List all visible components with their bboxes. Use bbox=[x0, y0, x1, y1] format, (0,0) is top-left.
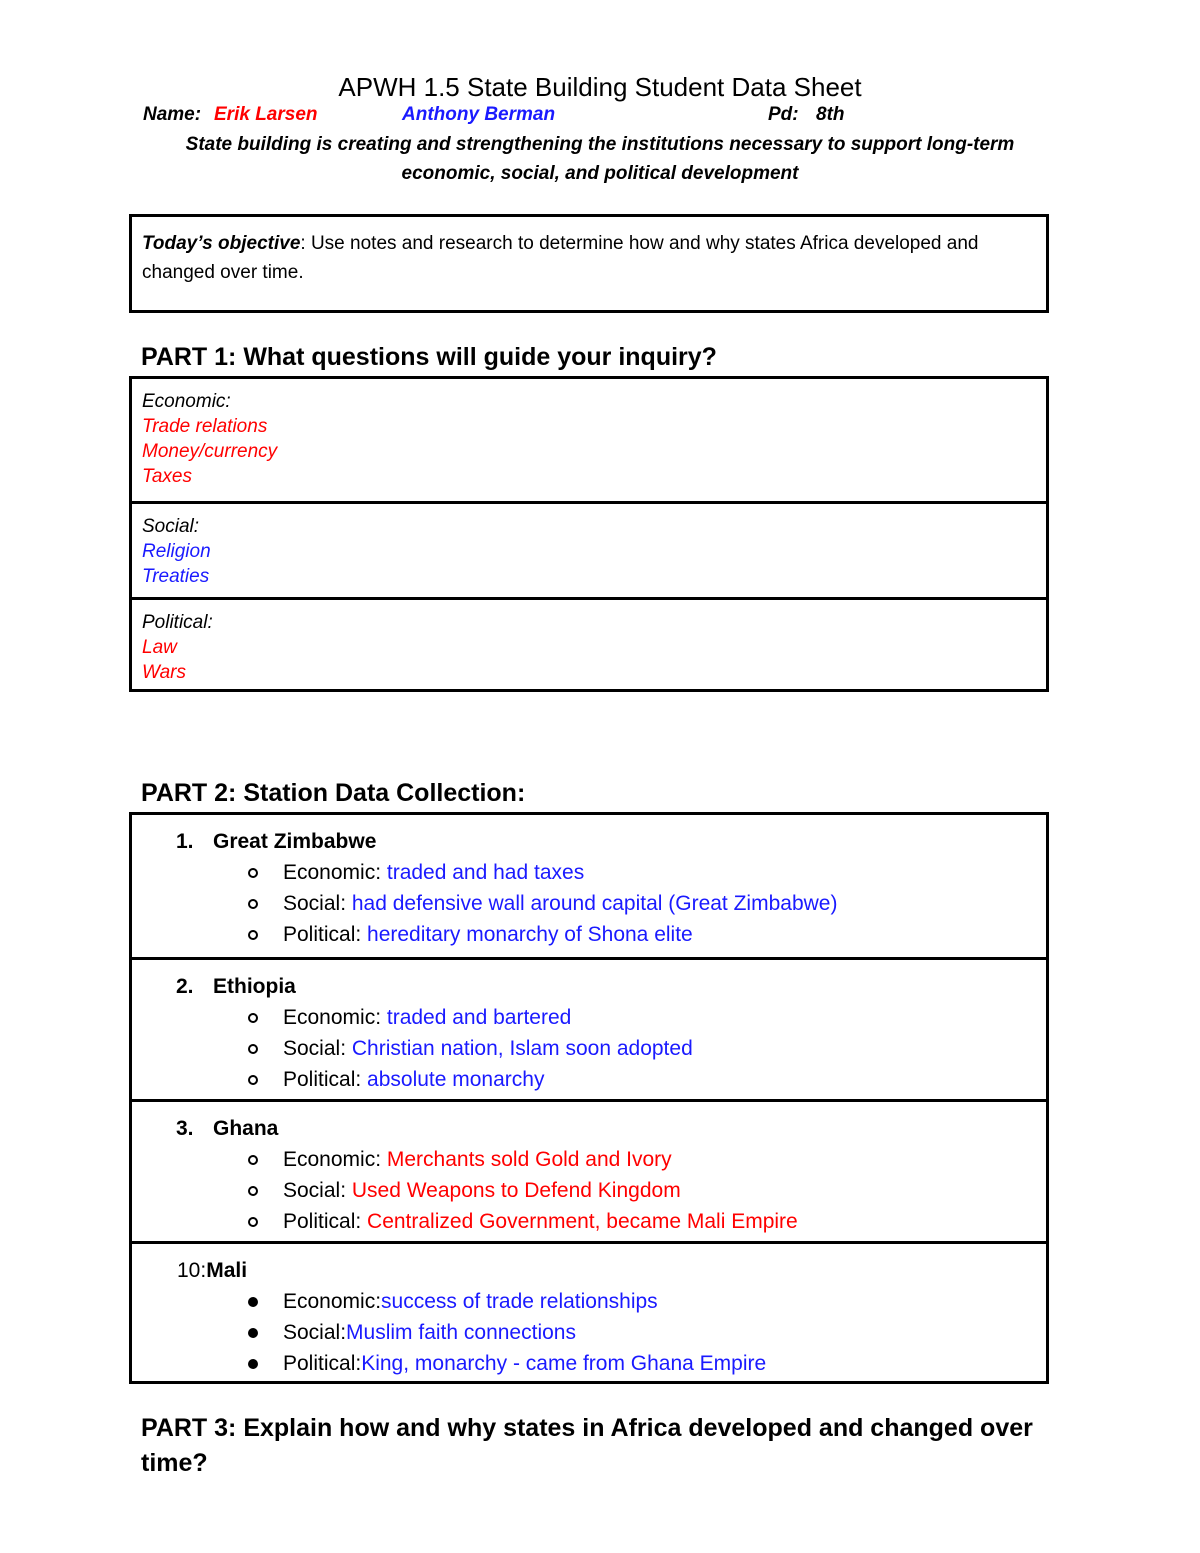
list-item: Political:King, monarchy - came from Ghana Empire bbox=[245, 1349, 766, 1380]
list-item: Political: absolute monarchy bbox=[245, 1065, 693, 1096]
station-name: Great Zimbabwe bbox=[213, 830, 377, 853]
station-items bbox=[245, 858, 837, 951]
social-label: Social: bbox=[142, 516, 200, 537]
social-question: Religion bbox=[142, 541, 211, 562]
economic-question: Trade relations bbox=[142, 416, 268, 437]
station-name: Ghana bbox=[213, 1117, 279, 1140]
hollow-bullet-icon bbox=[248, 1217, 258, 1227]
station-name: Mali bbox=[206, 1259, 248, 1282]
hollow-bullet-icon bbox=[248, 1186, 258, 1196]
solid-bullet-icon bbox=[248, 1297, 258, 1307]
political-question: Law bbox=[142, 637, 177, 658]
part3-heading: PART 3: Explain how and why states in Africa developed and changed over time? bbox=[141, 1414, 1033, 1477]
hollow-bullet-icon bbox=[248, 1044, 258, 1054]
hollow-bullet-icon bbox=[248, 1075, 258, 1085]
objective-text: : Use notes and research to determine how and why states Africa developed and changed over time. bbox=[142, 233, 979, 283]
station-items bbox=[245, 1003, 693, 1096]
student-name-1: Erik Larsen bbox=[214, 104, 318, 125]
station-number: 1. bbox=[176, 830, 194, 853]
period-label: Pd: bbox=[768, 104, 799, 125]
social-question: Treaties bbox=[142, 566, 210, 587]
station-ethiopia bbox=[132, 957, 1046, 1099]
hollow-bullet-icon bbox=[248, 1155, 258, 1165]
hollow-bullet-icon bbox=[248, 868, 258, 878]
list-item: Economic: Merchants sold Gold and Ivory bbox=[245, 1145, 798, 1176]
inquiry-questions-table bbox=[129, 376, 1049, 692]
economic-question: Money/currency bbox=[142, 441, 278, 462]
station-number: 10: bbox=[177, 1259, 207, 1282]
station-great-zimbabwe bbox=[132, 815, 1046, 957]
hollow-bullet-icon bbox=[248, 1013, 258, 1023]
list-item: Social:Muslim faith connections bbox=[245, 1318, 766, 1349]
economic-questions-cell bbox=[132, 379, 1046, 501]
list-item: Political: Centralized Government, became Mali Empire bbox=[245, 1207, 798, 1238]
hollow-bullet-icon bbox=[248, 899, 258, 909]
list-item: Social: Used Weapons to Defend Kingdom bbox=[245, 1176, 798, 1207]
part1-heading: PART 1: What questions will guide your inquiry? bbox=[141, 343, 717, 371]
station-number: 2. bbox=[176, 975, 194, 998]
objective-label: Today’s objective bbox=[142, 233, 301, 254]
list-item: Economic: traded and had taxes bbox=[245, 858, 837, 889]
political-question: Wars bbox=[142, 662, 186, 683]
economic-question: Taxes bbox=[142, 466, 192, 487]
solid-bullet-icon bbox=[248, 1328, 258, 1338]
economic-label: Economic: bbox=[142, 391, 231, 412]
station-mali bbox=[132, 1241, 1046, 1384]
objective-box bbox=[129, 214, 1049, 313]
student-name-2: Anthony Berman bbox=[402, 104, 556, 125]
political-label: Political: bbox=[142, 612, 213, 633]
name-label: Name: bbox=[143, 104, 202, 125]
station-items bbox=[245, 1287, 766, 1380]
list-item: Social: had defensive wall around capital (Great Zimbabwe) bbox=[245, 889, 837, 920]
list-item: Political: hereditary monarchy of Shona elite bbox=[245, 920, 837, 951]
list-item: Economic: traded and bartered bbox=[245, 1003, 693, 1034]
list-item: Economic:success of trade relationships bbox=[245, 1287, 766, 1318]
document-title: APWH 1.5 State Building Student Data Sheet bbox=[338, 72, 862, 102]
station-items bbox=[245, 1145, 798, 1238]
social-questions-cell bbox=[132, 501, 1046, 597]
station-number: 3. bbox=[176, 1117, 194, 1140]
period-value: 8th bbox=[816, 104, 845, 125]
station-data-table bbox=[129, 812, 1049, 1384]
station-name: Ethiopia bbox=[213, 975, 296, 998]
list-item: Social: Christian nation, Islam soon adopted bbox=[245, 1034, 693, 1065]
station-ghana bbox=[132, 1099, 1046, 1241]
political-questions-cell bbox=[132, 597, 1046, 692]
solid-bullet-icon bbox=[248, 1359, 258, 1369]
part2-heading: PART 2: Station Data Collection: bbox=[141, 779, 526, 807]
hollow-bullet-icon bbox=[248, 930, 258, 940]
state-building-definition: State building is creating and strengthening the institutions necessary to support long-term economic, social, and political development bbox=[185, 134, 1015, 184]
name-line bbox=[143, 102, 1063, 128]
